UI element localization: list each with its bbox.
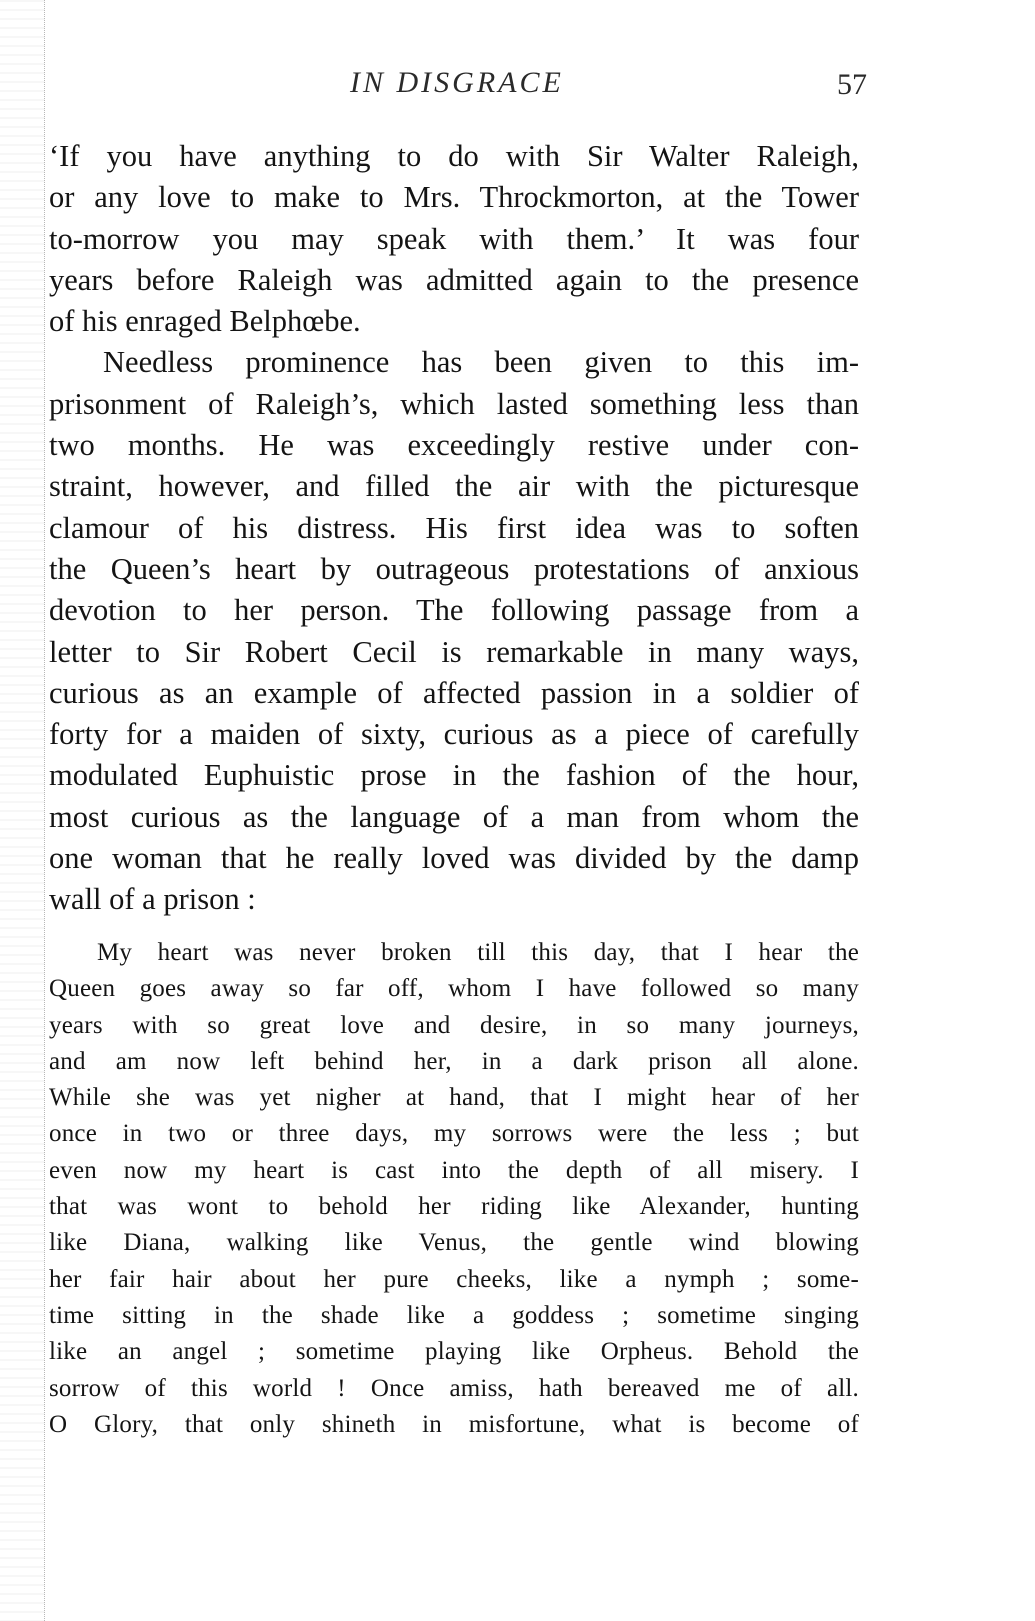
text-line: the Queen’s heart by outrageous protestations of anxious <box>49 551 859 586</box>
quote-line: time sitting in the shade like a goddess ; sometime singing <box>49 1301 859 1329</box>
quote-line: While she was yet nigher at hand, that I might hear of her <box>49 1084 859 1112</box>
text-line: forty for a maiden of sixty, curious as a piece of carefully <box>49 717 859 752</box>
text-line: years before Raleigh was admitted again to the presence <box>49 262 859 297</box>
text-line: one woman that he really loved was divided by the damp <box>49 841 859 876</box>
quote-line: and am now left behind her, in a dark prison all alone. <box>49 1047 859 1075</box>
quote-line: like an angel ; sometime playing like Orpheus. Behold the <box>49 1338 859 1366</box>
text-line: most curious as the language of a man from whom the <box>49 799 859 834</box>
quote-line: O Glory, that only shineth in misfortune, what is become of <box>49 1410 859 1438</box>
quote-line: once in two or three days, my sorrows were the less ; but <box>49 1120 859 1148</box>
quote-line: Queen goes away so far off, whom I have followed so many <box>49 975 859 1003</box>
page-number: 57 <box>837 68 867 101</box>
quote-line: sorrow of this world ! Once amiss, hath bereaved me of all. <box>49 1374 859 1402</box>
text-line: straint, however, and filled the air with the picturesque <box>49 469 859 504</box>
text-line: of his enraged Belphœbe. <box>49 304 361 339</box>
page-header <box>350 66 867 106</box>
quote-line: years with so great love and desire, in so many journeys, <box>49 1011 859 1039</box>
running-head: IN DISGRACE <box>350 66 564 99</box>
text-line: prisonment of Raleigh’s, which lasted something less than <box>49 386 859 421</box>
text-line: clamour of his distress. His first idea was to soften <box>49 510 859 545</box>
text-line: letter to Sir Robert Cecil is remarkable in many ways, <box>49 634 859 669</box>
text-line: modulated Euphuistic prose in the fashion of the hour, <box>49 758 859 793</box>
quote-line: that was wont to behold her riding like Alexander, hunting <box>49 1193 859 1221</box>
text-line: Needless prominence has been given to this im- <box>103 345 859 380</box>
text-line: wall of a prison : <box>49 882 256 917</box>
quote-line: like Diana, walking like Venus, the gentle wind blowing <box>49 1229 859 1257</box>
page-gutter-edge <box>0 0 45 1621</box>
text-line: devotion to her person. The following passage from a <box>49 593 859 628</box>
quote-line: her fair hair about her pure cheeks, like a nymph ; some- <box>49 1265 859 1293</box>
text-line: two months. He was exceedingly restive under con- <box>49 428 859 463</box>
text-line: or any love to make to Mrs. Throckmorton, at the Tower <box>49 180 859 215</box>
text-line: curious as an example of affected passion in a soldier of <box>49 675 859 710</box>
quote-line: My heart was never broken till this day, that I hear the <box>97 939 859 966</box>
text-line: ‘If you have anything to do with Sir Walter Raleigh, <box>49 139 859 173</box>
text-line: to-morrow you may speak with them.’ It was four <box>49 221 859 256</box>
main-text <box>49 136 859 921</box>
quote-line: even now my heart is cast into the depth of all misery. I <box>49 1156 859 1184</box>
block-quotation <box>49 935 859 1443</box>
